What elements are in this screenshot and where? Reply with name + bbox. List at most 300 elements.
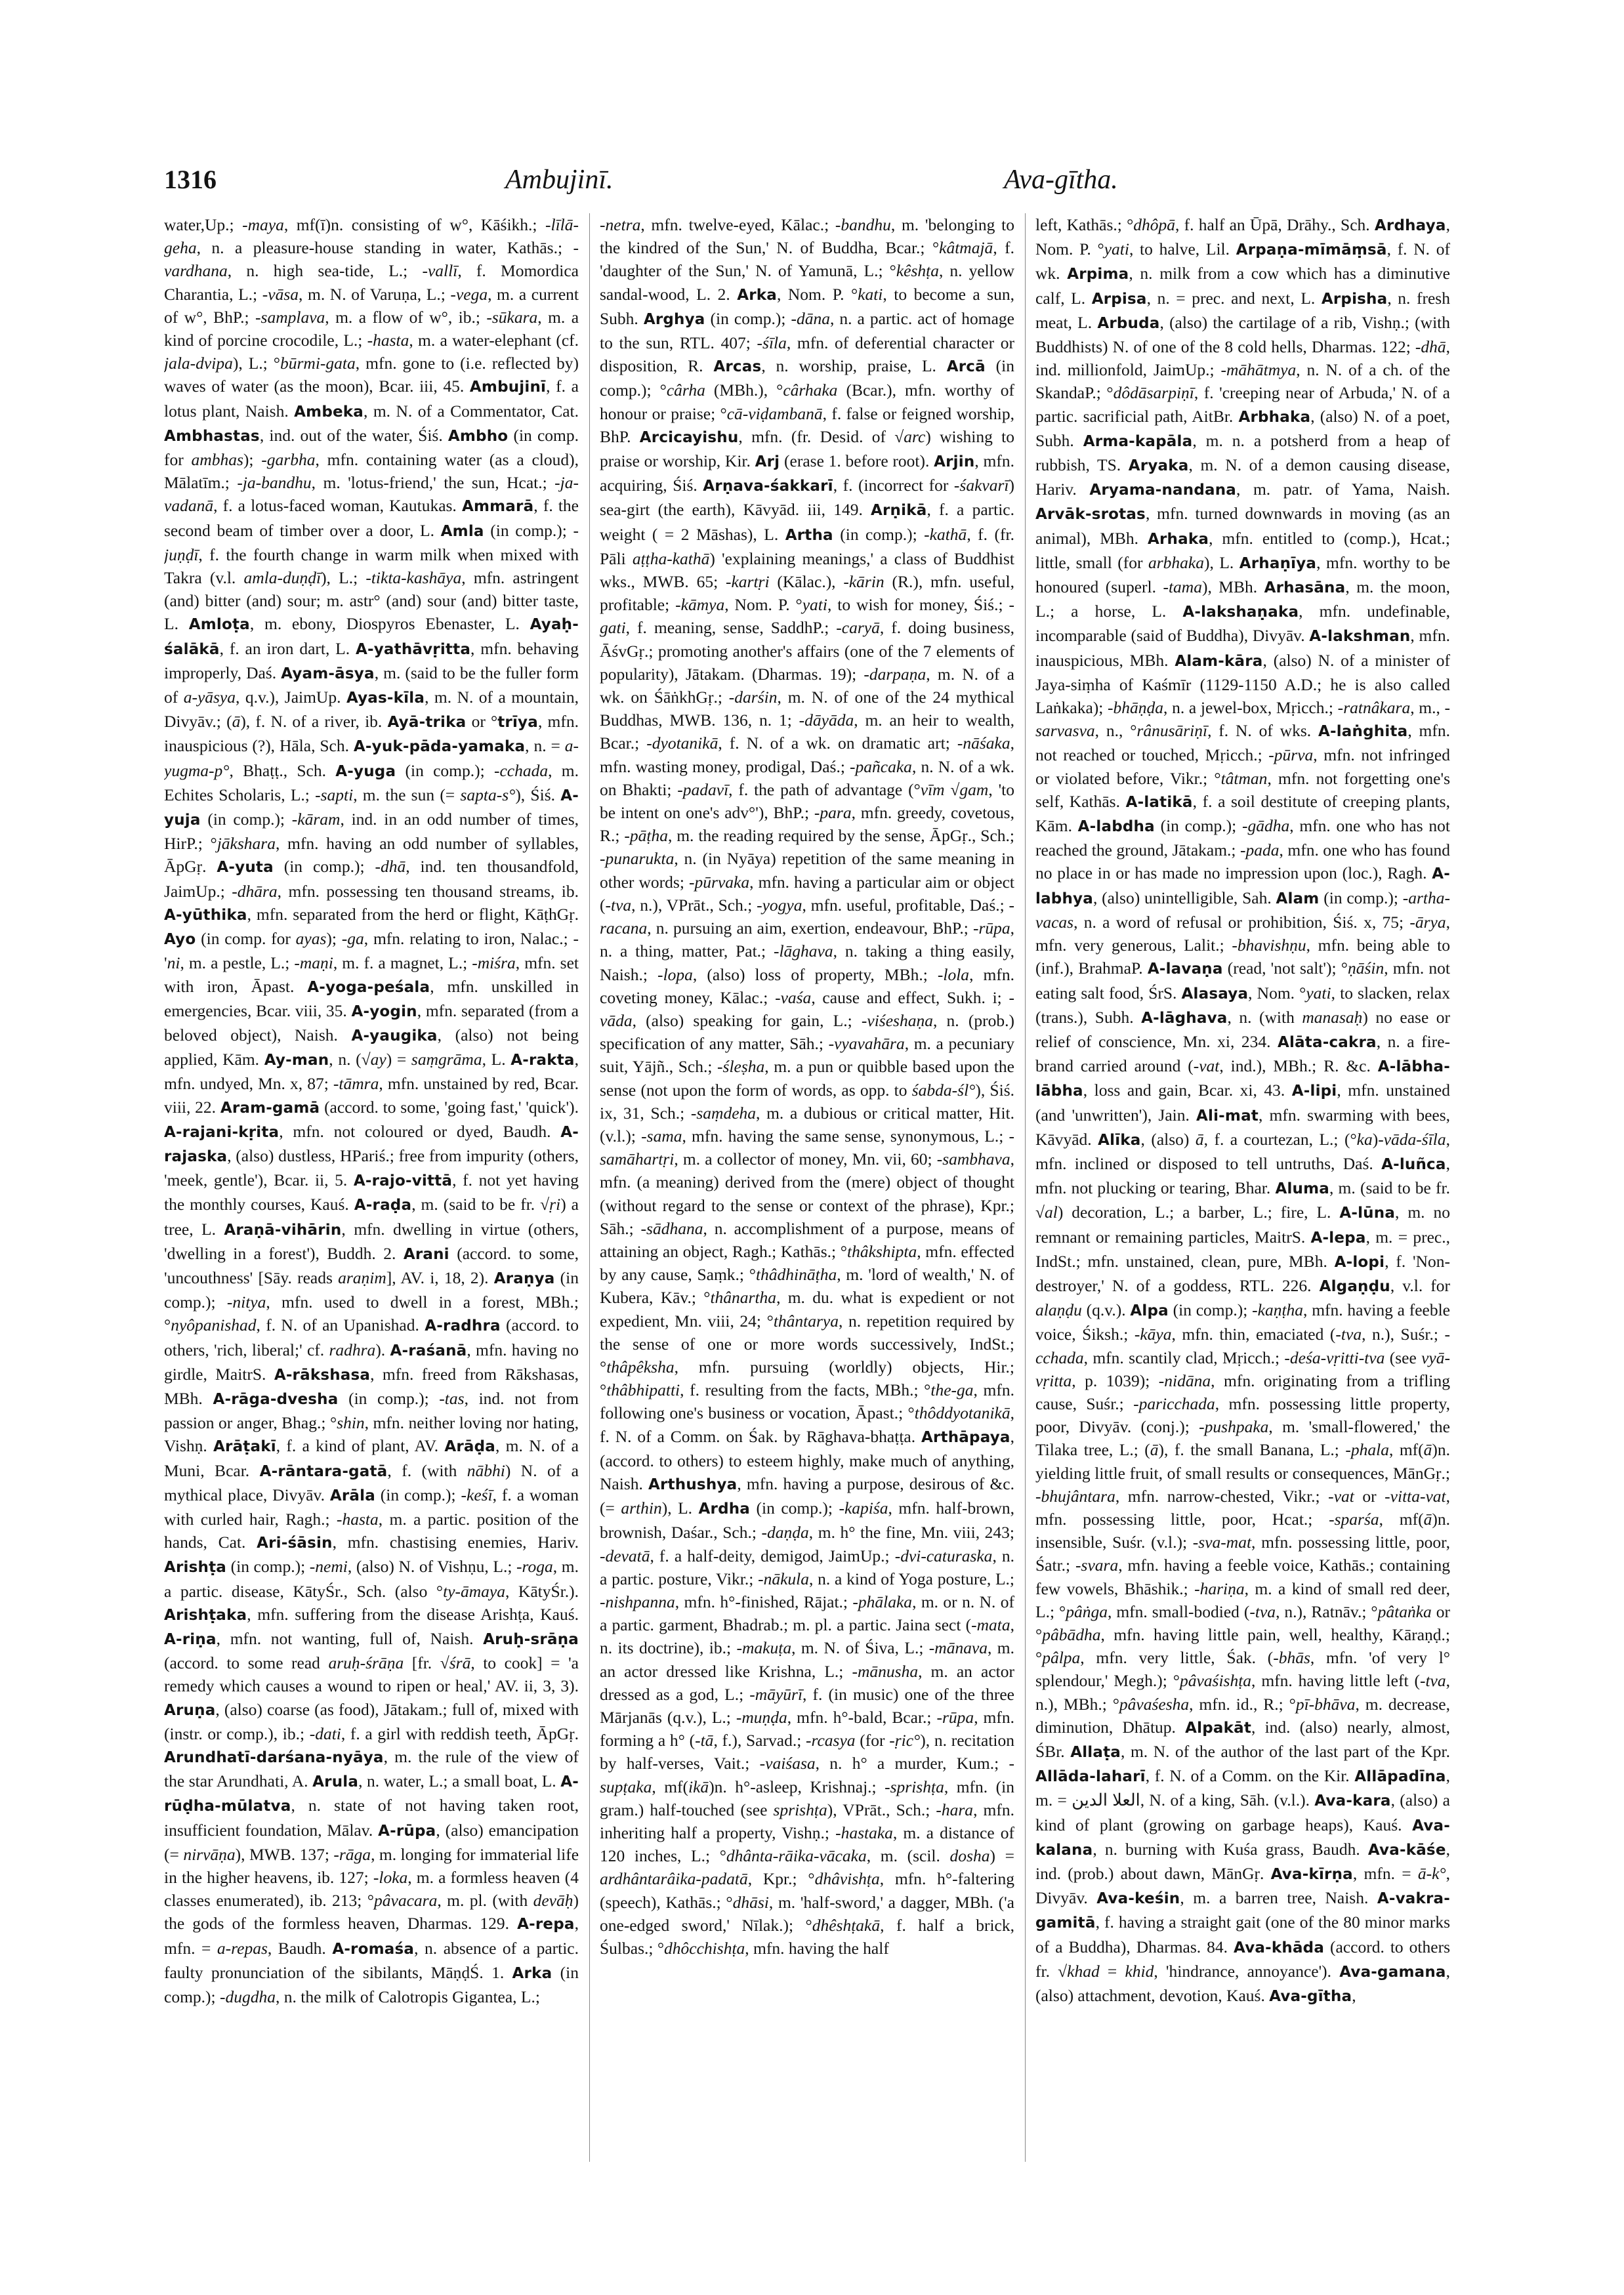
- entry-text: , m. a barren tree, Naish.: [1180, 1888, 1377, 1908]
- italic-term: dhāsi: [732, 1892, 769, 1912]
- headword: Arghya: [643, 310, 705, 328]
- entry-text: , m. N. of a demon causing disease, Hariv.: [1035, 455, 1450, 499]
- italic-term: ā: [1423, 1509, 1432, 1529]
- entry-text: , f. a girl with reddish teeth, ĀpGṛ.: [341, 1724, 579, 1743]
- italic-term: dhânta-rāika-vācaka: [726, 1846, 867, 1866]
- entry-text: , Nom. P. °: [1035, 215, 1450, 259]
- italic-term: sambhava: [942, 1149, 1010, 1169]
- entry-text: , (also) N. of a poet, Subh.: [1035, 406, 1450, 450]
- entry-text: , m. a flow of w°, ib.; -: [325, 307, 492, 327]
- headword: Alpakāt: [1185, 1719, 1252, 1737]
- entry-text: , m. a partic. disease, KātyŚr., Sch. (also °: [164, 1557, 579, 1601]
- italic-term: śabda-śl°: [911, 1080, 976, 1100]
- entry-text: , n. milk from a cow which has a diminutive calf, L.: [1035, 264, 1450, 308]
- headword: A-lābha-lābha: [1035, 1058, 1450, 1100]
- entry-text: , f. a soil destitute of creeping plants, Kām.: [1035, 791, 1450, 836]
- entry-text: , mfn. not coloured or dyed, Baudh.: [279, 1121, 561, 1141]
- entry-text: , m. a kind of small red deer, L.; °: [1035, 1579, 1450, 1621]
- entry-text: , n. water, L.; a small boat, L.: [358, 1771, 561, 1791]
- italic-term: hasta: [373, 331, 409, 350]
- column-3: [1035, 213, 1450, 2162]
- italic-term: sādhana: [646, 1218, 703, 1238]
- entry-text: , m. 'belonging to the kindred of the Sun,' N. of Buddha, Bcar.; °: [600, 215, 1014, 258]
- italic-term: aṭṭha-kathā: [632, 548, 710, 568]
- italic-term: thôddyotanikā: [914, 1403, 1010, 1423]
- entry-text: or -: [1354, 1486, 1390, 1506]
- entry-text: , to become a sun, Subh.: [600, 284, 1014, 328]
- entry-text: , n. accomplishment of a purpose, means of attaining an object, Ragh.; Kathās.; °: [600, 1218, 1014, 1261]
- italic-term: arbhaka: [1148, 552, 1204, 572]
- entry-text: water,Up.; -: [164, 215, 248, 234]
- entry-text: ) =: [989, 1846, 1014, 1866]
- entry-text: (in comp.); -: [226, 1557, 316, 1577]
- headword: A-lipi: [1291, 1083, 1337, 1100]
- entry-text: (in comp.); -: [273, 857, 381, 877]
- italic-term: pī-bhāva: [1295, 1694, 1356, 1714]
- headword: Arishṭa: [164, 1559, 227, 1577]
- entry-text: , q.v.), JaimUp.: [236, 688, 346, 707]
- headword: A-rajani-kṛita: [164, 1123, 280, 1141]
- entry-text: , m. = prec., IndSt.; mfn. unstained, clean, pure, MBh.: [1035, 1227, 1450, 1271]
- italic-term: garbha: [266, 450, 316, 470]
- italic-term: nemi: [315, 1557, 348, 1577]
- italic-term: phala: [1350, 1440, 1389, 1460]
- italic-term: bhujântara: [1041, 1486, 1115, 1506]
- entry-text: , ind. (also) nearly, almost, ŚBr.: [1035, 1717, 1450, 1761]
- entry-text: , mfn. swarming with bees, Kāvyād.: [1035, 1105, 1450, 1149]
- entry-text: , m. no remnant or remaining particles, MaitrS.: [1035, 1203, 1450, 1247]
- italic-term: vat: [1199, 1056, 1220, 1076]
- headword: A-yūthika: [164, 906, 247, 924]
- italic-term: miśra: [477, 953, 516, 973]
- entry-text: , m. = العلا الدين, N. of a king, Sāh. (v.l.).: [1035, 1766, 1450, 1810]
- italic-term: sarvasva: [1035, 721, 1095, 741]
- entry-text: , v.l. for: [1390, 1275, 1450, 1295]
- italic-term: pâṅga: [1066, 1602, 1108, 1621]
- entry-text: , loss and gain, Bcar. xi, 43.: [1083, 1081, 1292, 1100]
- entry-text: , m. the sun (=: [353, 785, 461, 804]
- italic-term: thântarya: [773, 1311, 839, 1331]
- italic-term: punarukta: [605, 849, 675, 869]
- italic-term: tikta-kashāya: [371, 568, 462, 588]
- entry-text: (for -: [855, 1731, 895, 1750]
- entry-text: ) sea-girt (the earth), Kāvyād. iii, 149.: [600, 476, 1014, 520]
- entry-text: , mfn. one who has found no place in or has made no impression upon (loc.), Ragh.: [1035, 840, 1450, 883]
- entry-text: , f. (fr. Pāli: [600, 524, 1014, 568]
- entry-text: , n. a kind of Yoga posture, L.; -: [600, 1569, 1014, 1611]
- entry-text: , n. = prec. and next, L.: [1146, 288, 1322, 308]
- italic-term: ā-k°: [1417, 1864, 1446, 1884]
- entry-text: , m. (said to be fr. √: [411, 1195, 550, 1214]
- headword: A-yogin: [351, 1003, 417, 1020]
- entry-text: (in comp.); -: [833, 524, 930, 544]
- entry-text: , f. N. of wk.: [1035, 239, 1450, 283]
- entry-text: , mfn. originating from a trifling cause, Suśr.; -: [1035, 1371, 1450, 1413]
- italic-term: khad: [1067, 1961, 1100, 1981]
- italic-term: vāda-śīla: [1383, 1129, 1446, 1149]
- headword: Arcas: [713, 358, 762, 376]
- entry-text: ) a tree, L.: [164, 1195, 579, 1239]
- entry-text: , mfn. not wanting, full of, Naish.: [216, 1628, 484, 1648]
- entry-text: (erase 1. before root).: [780, 451, 934, 471]
- entry-text: [fr. √: [404, 1653, 449, 1673]
- entry-text: , mfn. behaving improperly, Daś.: [164, 638, 579, 682]
- italic-term: dhāra: [237, 881, 278, 901]
- headword: Alasaya: [1181, 985, 1249, 1003]
- entry-text: , f. not yet having the monthly courses, Kauś.: [164, 1170, 579, 1214]
- entry-text: (read, 'not salt'); °: [1222, 959, 1348, 978]
- entry-text: , n. a fire-brand carried around (-: [1035, 1031, 1450, 1076]
- entry-text: , m. N. of the author of the last part of the Kpr.: [1121, 1742, 1450, 1761]
- headword: Ayas-kīla: [346, 690, 425, 707]
- italic-term: dati: [315, 1724, 341, 1743]
- italic-term: tāmra: [339, 1074, 379, 1094]
- entry-text: , Nom. °: [1248, 983, 1306, 1003]
- entry-text: -: [600, 215, 606, 234]
- italic-term: pūrvaka: [694, 872, 750, 892]
- entry-text: ), MWB. 137; -: [235, 1844, 339, 1864]
- dictionary-columns: [164, 213, 1450, 2162]
- headword: A-lāghava: [1141, 1009, 1228, 1027]
- entry-text: , n.), VPrāt., Sch.; -: [631, 895, 762, 915]
- headword: A-raḍa: [354, 1197, 412, 1214]
- italic-term: arc: [904, 426, 926, 446]
- entry-text: , f. an iron dart, L.: [219, 638, 356, 658]
- entry-text: , mfn. having a particular aim or object (-: [600, 872, 1014, 915]
- headword: Ayo: [164, 931, 196, 949]
- italic-term: bhavishṇu: [1237, 936, 1306, 955]
- headword: Amloṭa: [188, 616, 250, 634]
- italic-term: śīla: [762, 333, 787, 353]
- italic-term: tā: [700, 1731, 714, 1750]
- headword: Arhasāna: [1264, 579, 1346, 597]
- entry-text: , (also): [1140, 1129, 1196, 1149]
- italic-term: the-ga: [930, 1380, 974, 1400]
- entry-text: , mfn. inauspicious (?), Hāla, Sch.: [164, 712, 579, 756]
- entry-text: (in comp.); °: [600, 356, 1014, 400]
- headword: A-raśanā: [390, 1342, 467, 1359]
- italic-term: pañcaka: [855, 756, 912, 776]
- italic-term: vitta-vat: [1390, 1486, 1446, 1506]
- entry-text: , m. longing for immaterial life in the higher heavens, ib. 127; -: [164, 1844, 579, 1888]
- entry-text: , mfn. entitled to (comp.), Hcat.; little, small (for: [1035, 528, 1450, 572]
- entry-text: ), f. N. of a river, ib.: [240, 712, 388, 732]
- italic-term: thâpêksha: [606, 1357, 675, 1376]
- left-guide-word: Ambujinī.: [505, 165, 614, 195]
- entry-text: , f. a lotus-faced woman, Kautukas.: [213, 496, 462, 516]
- entry-text: , f. (in music) one of the three Mārjanās (q.v.), L.; -: [600, 1684, 1014, 1727]
- entry-text: , n., °: [1094, 721, 1137, 741]
- italic-term: hasta: [342, 1509, 379, 1529]
- italic-term: pâlpa: [1042, 1648, 1081, 1668]
- headword: A-yuja: [164, 787, 579, 829]
- entry-text: , f. N. of wks.: [1207, 721, 1318, 741]
- entry-text: , m. a collector of money, Mn. vii, 60; -: [674, 1149, 943, 1169]
- italic-term: cchada: [499, 760, 549, 780]
- headword: A-labhya: [1035, 865, 1450, 907]
- headword: A-lakshman: [1309, 628, 1411, 646]
- entry-text: , (also) loss of property, MBh.; -: [692, 964, 944, 984]
- italic-term: gādha: [1247, 816, 1290, 836]
- entry-text: , mfn. greedy, covetous, R.; -: [600, 803, 1014, 846]
- entry-text: , mfn. h°-bald, Bcar.; -: [787, 1708, 942, 1727]
- entry-text: , n. a thing, matter, Pat.; -: [600, 919, 1014, 961]
- headword: Aryama-nandana: [1089, 482, 1237, 499]
- entry-text: (accord. to others fr. √: [1035, 1937, 1450, 1981]
- entry-text: )n. yielding little fruit, of small results or consequences, MānGṛ.; -: [1035, 1440, 1450, 1506]
- entry-text: , m. n. a potsherd from a heap of rubbish, TS.: [1035, 430, 1450, 475]
- entry-text: , mfn. =: [1352, 1864, 1418, 1884]
- entry-text: (in comp.); -: [1319, 888, 1409, 907]
- italic-term: devāḥ: [533, 1891, 573, 1911]
- italic-term: cârha: [666, 381, 705, 400]
- entry-text: left, Kathās.; °: [1035, 215, 1134, 234]
- entry-text: , f. false or feigned worship, BhP.: [600, 403, 1014, 446]
- headword: Arāṭakī: [213, 1438, 276, 1456]
- italic-term: ty-āmaya: [443, 1581, 505, 1601]
- headword: A-yaugika: [351, 1027, 438, 1044]
- entry-text: , n. (√: [329, 1050, 371, 1069]
- italic-term: kāya: [1140, 1325, 1172, 1344]
- entry-text: , mfn. small-bodied (-: [1107, 1602, 1255, 1621]
- entry-text: , mfn. having little left (-: [1251, 1671, 1426, 1691]
- italic-term: nyôpanishad: [171, 1315, 257, 1335]
- headword: Arka: [512, 1964, 552, 1982]
- headword: A-rūpa: [378, 1822, 436, 1840]
- headword: A-riṇa: [164, 1630, 217, 1648]
- entry-text: , mfn. =: [164, 1914, 579, 1958]
- italic-term: dôdāsarpiṇī: [1113, 383, 1194, 403]
- entry-text: , m. a current of w°, BhP.; -: [164, 284, 579, 327]
- italic-term: hastaka: [841, 1823, 893, 1843]
- headword: A-yuk-pāda-yamaka: [353, 738, 526, 756]
- italic-term: dhā: [1421, 337, 1446, 357]
- italic-term: śakvarī: [959, 476, 1009, 495]
- italic-term: ay: [370, 1050, 386, 1069]
- entry-text: , mfn. chastising enemies, Hariv.: [332, 1533, 579, 1552]
- italic-term: samāhartṛi: [600, 1149, 675, 1169]
- entry-text: )n. h°-asleep, Krishnaj.; -: [709, 1777, 890, 1796]
- entry-text: ), L.; °: [232, 354, 280, 373]
- italic-term: ā: [1150, 1440, 1159, 1460]
- entry-text: , (also) coarse (as food), Jātakam.; full of, mixed with (instr. or comp.), ib.; -: [164, 1699, 579, 1743]
- italic-term: mānusha: [857, 1661, 919, 1681]
- entry-text: , n. worship, praise, L.: [761, 356, 947, 376]
- italic-term: rânusāriṇī: [1136, 721, 1208, 741]
- entry-text: , mfn. used to dwell in a forest, MBh.; °: [164, 1292, 579, 1335]
- entry-text: (q.v.).: [1081, 1300, 1131, 1320]
- entry-text: (in comp.); -: [1154, 816, 1248, 836]
- italic-term: svara: [1081, 1556, 1119, 1575]
- italic-term: dhôpā: [1133, 215, 1176, 234]
- entry-text: (in comp.); -: [164, 1268, 579, 1312]
- italic-term: rūpa: [942, 1708, 974, 1727]
- entry-text: (R.), mfn. useful, profitable; -: [600, 572, 1014, 615]
- entry-text: , n. taking a thing easily, Naish.; -: [600, 941, 1014, 984]
- entry-text: (in comp.); -: [750, 1499, 844, 1518]
- headword: Alpa: [1130, 1302, 1169, 1320]
- entry-text: (in comp.); -: [396, 760, 500, 780]
- entry-text: , mfn. containing water (as a cloud), Mālatīm.; -: [164, 450, 579, 493]
- headword: A-rūḍha-mūlatva: [164, 1773, 579, 1815]
- headword: Ava-kara: [1314, 1792, 1391, 1810]
- entry-text: , mfn. unskilled in emergencies, Bcar. viii, 35.: [164, 976, 579, 1020]
- headword: Ambhastas: [164, 427, 260, 445]
- italic-term: lāghava: [779, 941, 833, 961]
- italic-term: yati: [802, 595, 827, 615]
- italic-term: shin: [337, 1413, 365, 1433]
- italic-term: kâtmajā: [939, 238, 993, 258]
- entry-text: ); -: [243, 450, 267, 470]
- entry-text: , n. a word of refusal or prohibition, Śiś. x, 75; -: [1073, 912, 1415, 932]
- headword: Alīka: [1098, 1131, 1141, 1149]
- entry-text: , m. Echites Scholaris, L.; -: [164, 760, 579, 804]
- italic-term: darśin: [734, 688, 778, 707]
- entry-text: , ind. in an odd number of times, HirP.; °: [164, 810, 579, 854]
- page-number: 1316: [164, 165, 217, 194]
- column-1: [164, 213, 579, 2162]
- italic-term: nirvāṇa: [183, 1844, 236, 1864]
- entry-text: ), L.; -: [321, 568, 371, 588]
- italic-term: mata: [976, 1615, 1010, 1635]
- italic-term: pushpaka: [1204, 1417, 1269, 1437]
- italic-term: samplava: [260, 307, 325, 327]
- entry-text: ) decoration, L.; a barber, L.; fire, L.: [1057, 1203, 1340, 1222]
- headword: Ambho: [448, 427, 509, 445]
- headword: A-lakshaṇaka: [1182, 604, 1299, 621]
- entry-text: , to slacken, relax (trans.), Subh.: [1035, 983, 1450, 1027]
- entry-text: , m. N. of a Muni, Bcar.: [164, 1436, 579, 1480]
- italic-term: bhāṇḍa: [1113, 698, 1164, 718]
- entry-text: (accord. to others, 'rich, liberal;' cf.: [164, 1315, 579, 1359]
- entry-text: , mfn. 'of very l° splendour,' Megh.); °: [1035, 1648, 1450, 1691]
- italic-term: juṇḍī: [164, 545, 199, 564]
- headword: Arpisha: [1321, 290, 1388, 308]
- italic-term: ārya: [1415, 912, 1446, 932]
- italic-term: supṭaka: [600, 1777, 652, 1796]
- entry-text: , m. N. of one of the 24 mythical Buddhas, MWB. 136, n. 1; -: [600, 688, 1014, 730]
- headword: A-lavaṇa: [1147, 961, 1223, 978]
- entry-text: , m. a partic. position of the hands, Cat.: [164, 1509, 579, 1552]
- entry-text: , m. N. of a wk. on ŚāṅkhGṛ.; -: [600, 664, 1014, 707]
- headword: A-rajo-vittā: [353, 1172, 453, 1190]
- italic-term: al: [1045, 1203, 1058, 1222]
- entry-text: , cause and effect, Sukh. i; -: [811, 987, 1014, 1007]
- entry-text: (Bcar.), mfn. worthy of honour or praise; °: [600, 381, 1014, 423]
- italic-term: kêshṭa: [896, 261, 939, 281]
- headword: Aruḥ-srāṇa: [483, 1630, 579, 1648]
- entry-text: , mfn. coveting money, Kālac.; -: [600, 964, 1014, 1007]
- italic-term: kartṛi: [731, 572, 770, 592]
- entry-text: ), VPrāt., Sch.; -: [827, 1800, 942, 1819]
- italic-term: tâtman: [1220, 768, 1268, 788]
- entry-text: , Nom. P. °: [724, 595, 802, 615]
- italic-term: a-yugma-p°: [164, 736, 579, 780]
- entry-text: , m. 'lotus-friend,' the sun, Hcat.; -: [311, 473, 560, 493]
- entry-text: =: [1099, 1961, 1125, 1981]
- italic-term: nāśaka: [963, 734, 1010, 753]
- italic-term: thânartha: [710, 1288, 777, 1308]
- italic-term: cârhaka: [783, 381, 838, 400]
- italic-term: paricchada: [1138, 1394, 1215, 1413]
- entry-text: , mfn. narrow-chested, Vikr.; -: [1115, 1486, 1334, 1506]
- italic-term: thâbhipatti: [606, 1380, 680, 1400]
- entry-text: , 'to be intent on one's adv°'), BhP.; -: [600, 779, 1014, 823]
- headword: Ava-gamana: [1339, 1963, 1446, 1981]
- entry-text: , mfn. id., R.; °: [1189, 1694, 1296, 1714]
- headword: Allāpadīna: [1354, 1768, 1446, 1786]
- italic-term: sūkara: [491, 307, 538, 327]
- italic-term: rāga: [339, 1844, 371, 1864]
- entry-text: , m. a pestle, L.; -: [180, 953, 300, 973]
- headword: Ardha: [698, 1500, 751, 1518]
- italic-term: saṃgrāma: [411, 1050, 482, 1069]
- entry-text: , mfn. having a feeble voice, Śiksh.; -: [1035, 1300, 1450, 1344]
- entry-text: , mfn. of deferential character or disposition, R.: [600, 333, 1014, 376]
- headword: Ambeka: [294, 403, 364, 421]
- italic-term: śrā: [449, 1653, 471, 1673]
- entry-text: , m. the rule of the view of the star Arundhati, A.: [164, 1747, 579, 1791]
- headword: Ambujinī: [469, 379, 547, 396]
- italic-term: kāmya: [680, 595, 725, 615]
- headword: Arbhaka: [1238, 408, 1311, 426]
- entry-text: , f. a partic. weight ( = 2 Māshas), L.: [600, 500, 1014, 544]
- italic-term: dugdha: [225, 1987, 276, 2007]
- headword: trīya: [497, 714, 538, 732]
- entry-text: , mfn. effected by any cause, Saṃk.; °: [600, 1241, 1014, 1285]
- entry-text: , p. 1039); -: [1072, 1371, 1165, 1390]
- italic-term: jala-dvipa: [164, 354, 233, 373]
- entry-text: , m. pl. (with: [437, 1891, 533, 1911]
- entry-text: , mfn. having an odd number of syllables, ĀpGṛ.: [164, 834, 579, 877]
- entry-text: , 'hindrance, annoyance').: [1154, 1961, 1340, 1981]
- entry-text: , mfn. astringent (and) bitter (and) sour; m. astr° (and) sour (and) bitter taste, L.: [164, 568, 579, 634]
- headword: Algaṇḍu: [1319, 1277, 1390, 1295]
- italic-term: ambhas: [191, 450, 243, 470]
- entry-text: , n. burning with Kuśa grass, Baudh.: [1093, 1839, 1368, 1859]
- italic-term: hara: [941, 1800, 974, 1819]
- italic-term: tva: [1341, 1325, 1362, 1344]
- entry-text: , mfn. possessing ten thousand streams, ib.: [277, 881, 579, 901]
- entry-text: ) no ease or relief of conscience, Mn. xi, 234.: [1035, 1007, 1450, 1051]
- headword: Arāḍa: [444, 1438, 495, 1456]
- italic-term: padavī: [682, 779, 729, 799]
- italic-term: ā: [1195, 1129, 1204, 1149]
- entry-text: , f. N. of an Upanishad.: [256, 1315, 425, 1335]
- entry-text: , mfn. undyed, Mn. x, 87; -: [164, 1050, 579, 1094]
- entry-text: , mfn. not forgetting one's self, Kathās.: [1035, 768, 1450, 811]
- headword: A-lopi: [1334, 1253, 1385, 1271]
- italic-term: netra: [605, 215, 641, 234]
- entry-text: , f. a courtezan, L.; (°: [1203, 1129, 1357, 1149]
- entry-text: (in comp.); -: [164, 1962, 579, 2007]
- headword: Allāda-laharī: [1035, 1768, 1146, 1786]
- entry-text: (MBh.), °: [705, 381, 783, 400]
- italic-term: yati: [1104, 239, 1129, 259]
- entry-text: , m. a pecuniary suit, Yājñ., Sch.; -: [600, 1034, 1014, 1077]
- right-guide-word: Ava-gītha.: [1004, 165, 1118, 195]
- entry-text: , mfn. half-brown, brownish, Daśar., Sch.; -: [600, 1499, 1014, 1542]
- headword: A-yoga-peśala: [307, 978, 430, 996]
- headword: Ari-śāsin: [257, 1535, 333, 1552]
- italic-term: sprishṭa: [890, 1777, 944, 1796]
- entry-text: , mfn. inclined or disposed to tell untruths, Daś.: [1035, 1129, 1450, 1173]
- italic-term: ṛic°: [894, 1731, 921, 1750]
- entry-text: , f. a woman with curled hair, Ragh.; -: [164, 1485, 579, 1529]
- italic-term: nākula: [763, 1569, 809, 1588]
- entry-text: , f. having a straight gait (one of the 80 minor marks of a Buddha), Dharmas. 84.: [1035, 1912, 1450, 1956]
- italic-term: lola: [943, 964, 970, 984]
